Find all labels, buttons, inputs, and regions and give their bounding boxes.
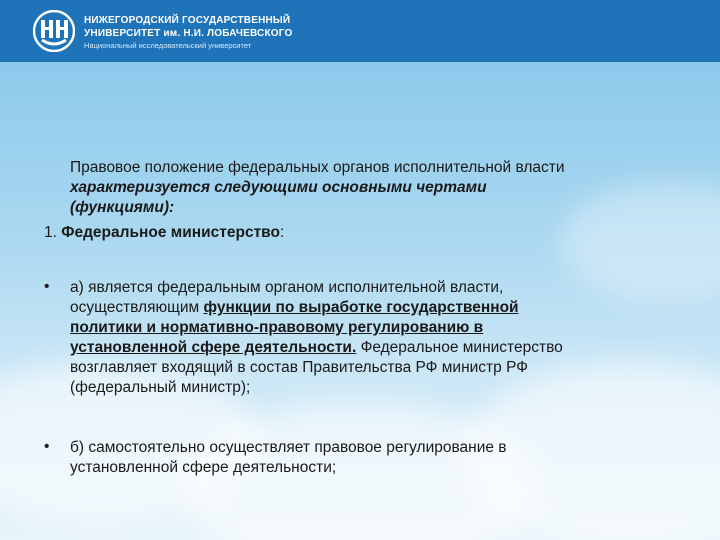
bullet-1-line-2 [70,298,519,318]
university-name-line2: УНИВЕРСИТЕТ им. Н.И. ЛОБАЧЕВСКОГО [84,28,293,39]
bullet-1-line-5: возглавляет входящий в состав Правительства РФ министр РФ [70,359,529,376]
bullet-1-line-4-emphasis: установленной сфере деятельности. [70,339,357,356]
heading-number: 1. [44,224,62,241]
unn-logo-icon [33,10,75,52]
bullet-1-line-3: политики и нормативно-правовому регулированию в [70,319,484,336]
intro-line-2: характеризуется следующими основными чертами [70,179,487,196]
bullet-2-line-1: б) самостоятельно осуществляет правовое регулирование в [70,439,507,456]
bullet-1-line-2-emphasis: функции по выработке государственной [203,299,519,316]
bullet-marker-1: • [44,278,50,295]
university-subtitle: Национальный исследовательский университет [84,41,252,50]
heading-colon: : [279,224,285,241]
bullet-marker-2: • [44,438,50,455]
section-heading [44,223,284,243]
bullet-1-line-1: а) является федеральным органом исполнительной власти, [70,279,504,296]
bullet-1-line-6: (федеральный министр); [70,379,251,396]
heading-text: Федеральное министерство [61,224,280,241]
bullet-1-line-4 [70,338,563,358]
intro-line-3: (функциями): [70,199,175,216]
bullet-2-line-2: установленной сфере деятельности; [70,459,337,476]
university-name-line1: НИЖЕГОРОДСКИЙ ГОСУДАРСТВЕННЫЙ [84,15,291,26]
bullet-1-line-2-plain: осуществляющим [70,299,204,316]
intro-line-1: Правовое положение федеральных органов исполнительной власти [70,159,565,176]
bullet-1-line-4-plain: Федеральное министерство [356,339,563,356]
header-bar [0,0,720,62]
slide-content [0,62,720,540]
